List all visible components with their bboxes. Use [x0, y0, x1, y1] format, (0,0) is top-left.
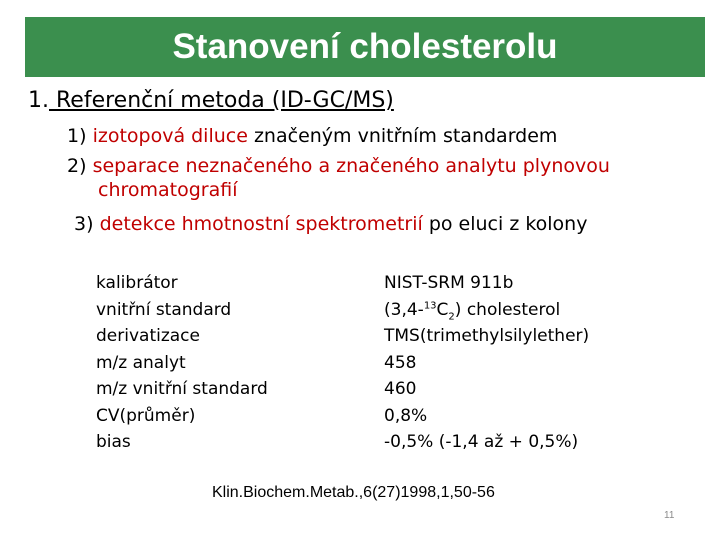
- step-highlight-continuation: chromatografií: [98, 179, 238, 201]
- literature-reference: Klin.Biochem.Metab.,6(27)1998,1,50-56: [212, 484, 495, 501]
- value-bias: -0,5% (-1,4 až + 0,5%): [384, 432, 579, 452]
- label-cv: CV(průměr): [96, 405, 196, 426]
- step-2-continuation: [98, 178, 238, 202]
- formula-prefix: (3,4-: [384, 299, 424, 320]
- isotope-superscript: 13: [423, 299, 437, 311]
- label-calibrator: kalibrátor: [96, 273, 178, 293]
- step-1: [67, 124, 557, 148]
- section-heading-text: Referenční metoda (ID-GC/MS): [49, 88, 394, 113]
- section-heading: [28, 88, 394, 113]
- parameter-values: [384, 270, 589, 456]
- step-highlight: detekce hmotnostní spektrometrií: [99, 213, 423, 235]
- label-derivatization: derivatizace: [96, 326, 200, 346]
- label-mz-internal-standard: m/z vnitřní standard: [96, 379, 268, 399]
- label-internal-standard: vnitřní standard: [96, 299, 232, 320]
- label-mz-analyte: m/z analyt: [96, 352, 186, 373]
- step-text: po eluci z kolony: [422, 213, 588, 235]
- step-number: 3): [74, 213, 94, 235]
- formula-subscript: 2: [448, 310, 455, 322]
- label-bias: bias: [96, 432, 131, 452]
- value-mz-analyte: 458: [384, 352, 417, 373]
- slide-title: Stanovení cholesterolu: [172, 27, 558, 66]
- step-highlight: separace neznačeného a značeného analytu plynovou: [92, 155, 610, 177]
- value-internal-standard: [384, 297, 589, 324]
- formula-suffix: ) cholesterol: [454, 299, 561, 320]
- step-2: [67, 154, 610, 178]
- value-derivatization: TMS(trimethylsilylether): [384, 326, 590, 346]
- parameter-labels: [96, 270, 268, 456]
- page-number: 11: [664, 510, 675, 521]
- step-number: 2): [67, 155, 87, 177]
- value-calibrator: NIST-SRM 911b: [384, 273, 514, 293]
- value-mz-internal-standard: 460: [384, 379, 417, 399]
- step-number: 1): [67, 125, 87, 147]
- step-3: [74, 212, 587, 236]
- section-number: 1.: [28, 88, 49, 113]
- step-highlight: izotopová diluce: [92, 125, 248, 147]
- slide-title-bar: [25, 17, 705, 77]
- step-text: značeným vnitřním standardem: [247, 125, 558, 147]
- formula-element: C: [436, 299, 449, 320]
- value-cv: 0,8%: [384, 405, 428, 426]
